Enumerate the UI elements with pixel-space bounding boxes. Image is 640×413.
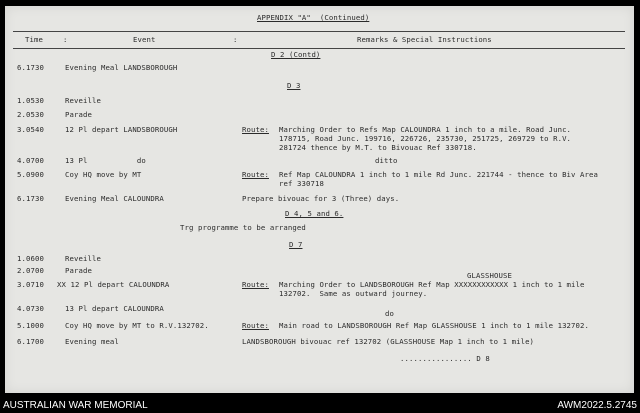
section-heading-d456: D 4, 5 and 6. [285, 209, 344, 218]
header-rule-top [13, 31, 625, 32]
row-time: 5.0900 [17, 170, 44, 179]
row-remarks-line: Marching Order to Refs Map CALOUNDRA 1 inch to a mile. Road Junc. [279, 125, 572, 134]
route-label: Route: [242, 125, 269, 134]
column-separator: : [233, 35, 238, 44]
row-time: 4.0700 [17, 156, 44, 165]
section-heading-d8: ................ D 8 [400, 354, 490, 363]
row-event: XX 12 Pl depart CALOUNDRA [57, 280, 170, 289]
route-label: Route: [242, 321, 269, 330]
section-heading-d3: D 3 [287, 81, 301, 90]
row-remarks-line: 132702. Same as outward journey. [279, 289, 428, 298]
row-event: Reveille [65, 96, 101, 105]
section-heading-d7: D 7 [289, 240, 303, 249]
row-event: Parade [65, 266, 92, 275]
row-time: 2.0700 [17, 266, 44, 275]
row-time: 2.0530 [17, 110, 44, 119]
column-header-event: Event [133, 35, 156, 44]
section-note: Trg programme to be arranged [180, 223, 306, 232]
row-time: 3.0540 [17, 125, 44, 134]
footer-accession-number: AWM2022.5.2745 [557, 400, 637, 411]
row-remarks-line: Marching Order to LANDSBOROUGH Ref Map XXXXXXXXXXXX 1 inch to 1 mile [279, 280, 585, 289]
section-heading-d2: D 2 (Contd) [271, 50, 321, 59]
route-label: Route: [242, 280, 269, 289]
document-page [5, 6, 634, 393]
row-remarks-line: ref 330718 [279, 179, 324, 188]
row-remarks-line: Main road to LANDSBOROUGH Ref Map GLASSHOUSE 1 inch to 1 mile 132702. [279, 321, 590, 330]
row-event: 13 Pl depart CALOUNDRA [65, 304, 164, 313]
footer-credit: AUSTRALIAN WAR MEMORIAL [3, 400, 148, 411]
header-rule-bottom [13, 48, 625, 49]
column-header-time: Time [25, 35, 43, 44]
row-remarks-line: LANDSBOROUGH bivouac ref 132702 (GLASSHOUSE Map 1 inch to 1 mile) [242, 337, 535, 346]
row-time: 6.1730 [17, 194, 44, 203]
page-title: APPENDIX "A" (Continued) [257, 13, 370, 22]
row-event: Parade [65, 110, 92, 119]
row-event: Reveille [65, 254, 101, 263]
row-time: 5.1000 [17, 321, 44, 330]
row-remarks-line: Prepare bivouac for 3 (Three) days. [242, 194, 400, 203]
row-time: 4.0730 [17, 304, 44, 313]
row-event: 13 Pl do [65, 156, 146, 165]
row-time: 6.1700 [17, 337, 44, 346]
row-remarks-line: ditto [375, 156, 398, 165]
row-remarks-line: 178715, Road Junc. 199716, 226726, 235730, 251725, 269729 to R.V. [279, 134, 572, 143]
row-event: Evening meal [65, 337, 119, 346]
row-event: Coy HQ move by MT [65, 170, 142, 179]
row-time: 6.1730 [17, 63, 44, 72]
handwritten-insertion: GLASSHOUSE [467, 271, 512, 280]
route-label: Route: [242, 170, 269, 179]
column-separator: : [63, 35, 68, 44]
row-event: Coy HQ move by MT to R.V.132702. [65, 321, 209, 330]
row-remarks-line: 281724 thence by M.T. to Bivouac Ref 330718. [279, 143, 477, 152]
row-time: 3.0710 [17, 280, 44, 289]
column-header-remarks: Remarks & Special Instructions [357, 35, 492, 44]
row-time: 1.0530 [17, 96, 44, 105]
row-event: 12 Pl depart LANDSBOROUGH [65, 125, 178, 134]
row-remarks-line: do [385, 309, 394, 318]
row-time: 1.0600 [17, 254, 44, 263]
row-event: Evening Meal LANDSBOROUGH [65, 63, 178, 72]
row-event: Evening Meal CALOUNDRA [65, 194, 164, 203]
row-remarks-line: Ref Map CALOUNDRA 1 inch to 1 mile Rd Junc. 221744 - thence to Biv Area [279, 170, 599, 179]
